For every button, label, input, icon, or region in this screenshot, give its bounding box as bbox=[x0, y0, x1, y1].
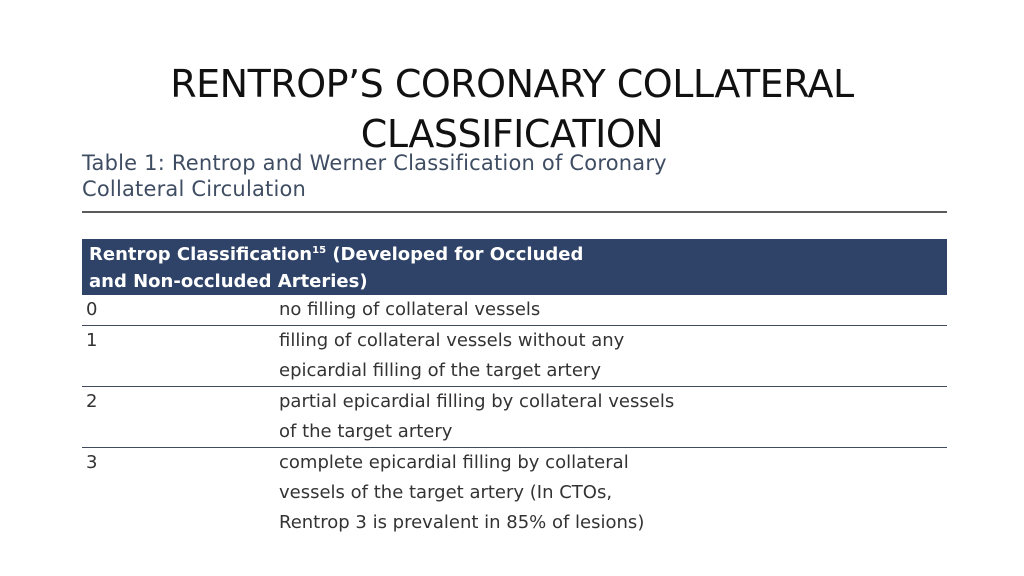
row-description bbox=[279, 295, 947, 325]
slide-title-line-2: CLASSIFICATION bbox=[360, 112, 664, 157]
table-header bbox=[82, 239, 947, 295]
row-description bbox=[279, 326, 947, 386]
row-description-line: Rentrop 3 is prevalent in 85% of lesions) bbox=[279, 512, 645, 533]
row-description bbox=[279, 387, 947, 447]
row-description-line: complete epicardial filling by collateral bbox=[279, 452, 629, 473]
table-caption bbox=[82, 150, 882, 202]
slide-title bbox=[0, 59, 1024, 159]
row-description bbox=[279, 448, 947, 538]
row-grade: 1 bbox=[86, 330, 98, 351]
row-description-line: epicardial filling of the target artery bbox=[279, 360, 601, 381]
table-row bbox=[82, 448, 947, 538]
table-row bbox=[82, 326, 947, 387]
row-description-line: of the target artery bbox=[279, 421, 453, 442]
row-grade: 0 bbox=[86, 299, 98, 320]
table-row bbox=[82, 295, 947, 326]
table-header-line-2: and Non-occluded Arteries) bbox=[89, 271, 368, 292]
table-header-main: Rentrop Classification bbox=[89, 244, 313, 265]
row-grade: 3 bbox=[86, 452, 98, 473]
slide-title-line-1: RENTROP’S CORONARY COLLATERAL bbox=[170, 62, 854, 107]
row-description-line: filling of collateral vessels without any bbox=[279, 330, 625, 351]
row-description-line: partial epicardial filling by collateral vessels bbox=[279, 391, 675, 412]
table-header-reference: 15 bbox=[312, 245, 327, 256]
table-header-rest: (Developed for Occluded bbox=[326, 244, 584, 265]
table-caption-line-1: Table 1: Rentrop and Werner Classification of Coronary bbox=[82, 151, 667, 175]
row-description-line: vessels of the target artery (In CTOs, bbox=[279, 482, 613, 503]
classification-table-body bbox=[82, 295, 947, 538]
table-row bbox=[82, 387, 947, 448]
table-caption-line-2: Collateral Circulation bbox=[82, 177, 307, 201]
table-header-line-1 bbox=[89, 241, 947, 268]
row-grade: 2 bbox=[86, 391, 98, 412]
caption-divider bbox=[82, 211, 947, 213]
row-description-line: no filling of collateral vessels bbox=[279, 299, 541, 320]
